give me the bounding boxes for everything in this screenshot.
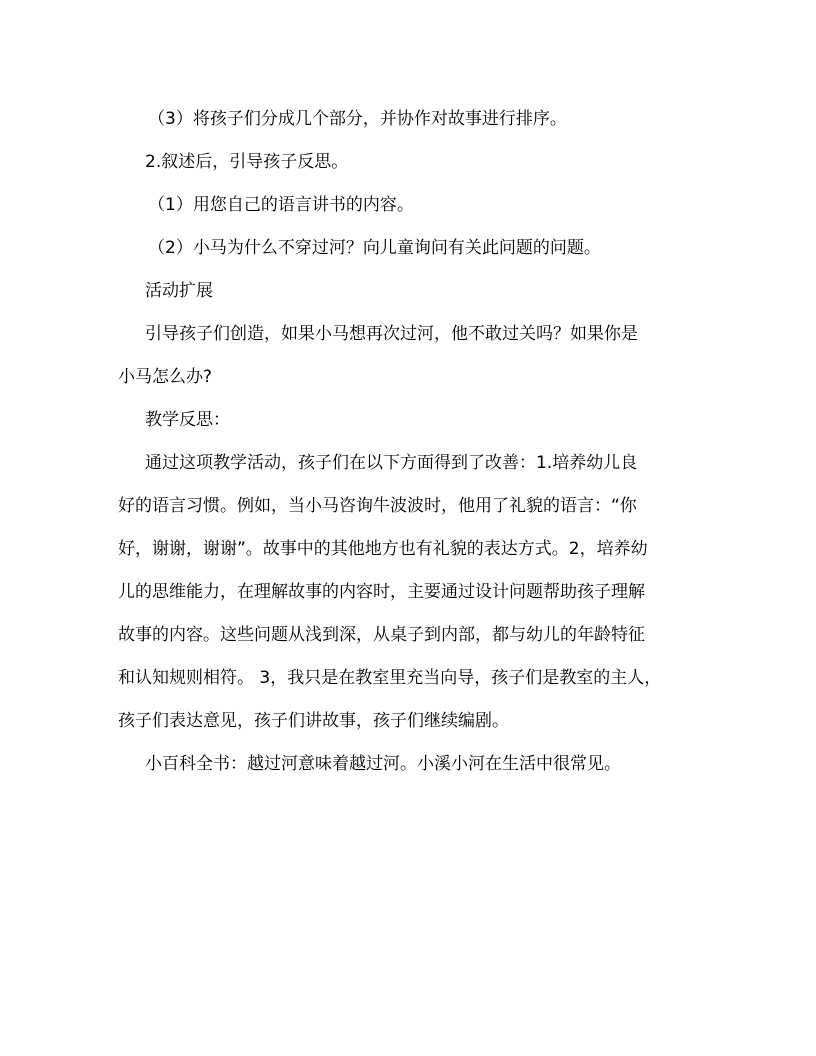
paragraph-line: 孩子们表达意见，孩子们讲故事，孩子们继续编剧。 [118,711,509,731]
paragraph-line: 引导孩子们创造，如果小马想再次过河，他不敢过关吗？如果你是 [145,324,638,344]
paragraph-line: 好的语言习惯。例如，当小马咨询牛波波时，他用了礼貌的语言：“你 [118,496,637,516]
paragraph-reflection [118,446,696,738]
paragraph-line: 儿的思维能力，在理解故事的内容时，主要通过设计问题帮助孩子理解 [118,582,645,602]
text-line-step-1: （1）用您自己的语言讲书的内容。 [148,195,414,215]
document-page [118,102,698,781]
text-line-encyclopedia: 小百科全书：越过河意味着越过河。小溪小河在生活中很常见。 [145,754,621,774]
paragraph-line: 好，谢谢，谢谢”。故事中的其他地方也有礼貌的表达方式。2，培养幼 [118,539,648,559]
paragraph-line: 通过这项教学活动，孩子们在以下方面得到了改善：1.培养幼儿良 [145,453,638,473]
paragraph-line: 故事的内容。这些问题从浅到深，从桌子到内部，都与幼儿的年龄特征 [118,625,645,645]
heading-activity-extension: 活动扩展 [145,281,213,301]
text-line-section-2: 2.叙述后，引导孩子反思。 [145,152,349,172]
text-line-step-2: （2）小马为什么不穿过河？向儿童询问有关此问题的问题。 [148,238,601,258]
text-line-step-3: （3）将孩子们分成几个部分，并协作对故事进行排序。 [148,109,567,129]
heading-teaching-reflection: 教学反思： [145,410,230,430]
paragraph-extension [118,317,696,394]
paragraph-line: 和认知规则相符。 3，我只是在教室里充当向导，孩子们是教室的主人， [118,668,662,688]
paragraph-line: 小马怎么办? [118,367,213,387]
